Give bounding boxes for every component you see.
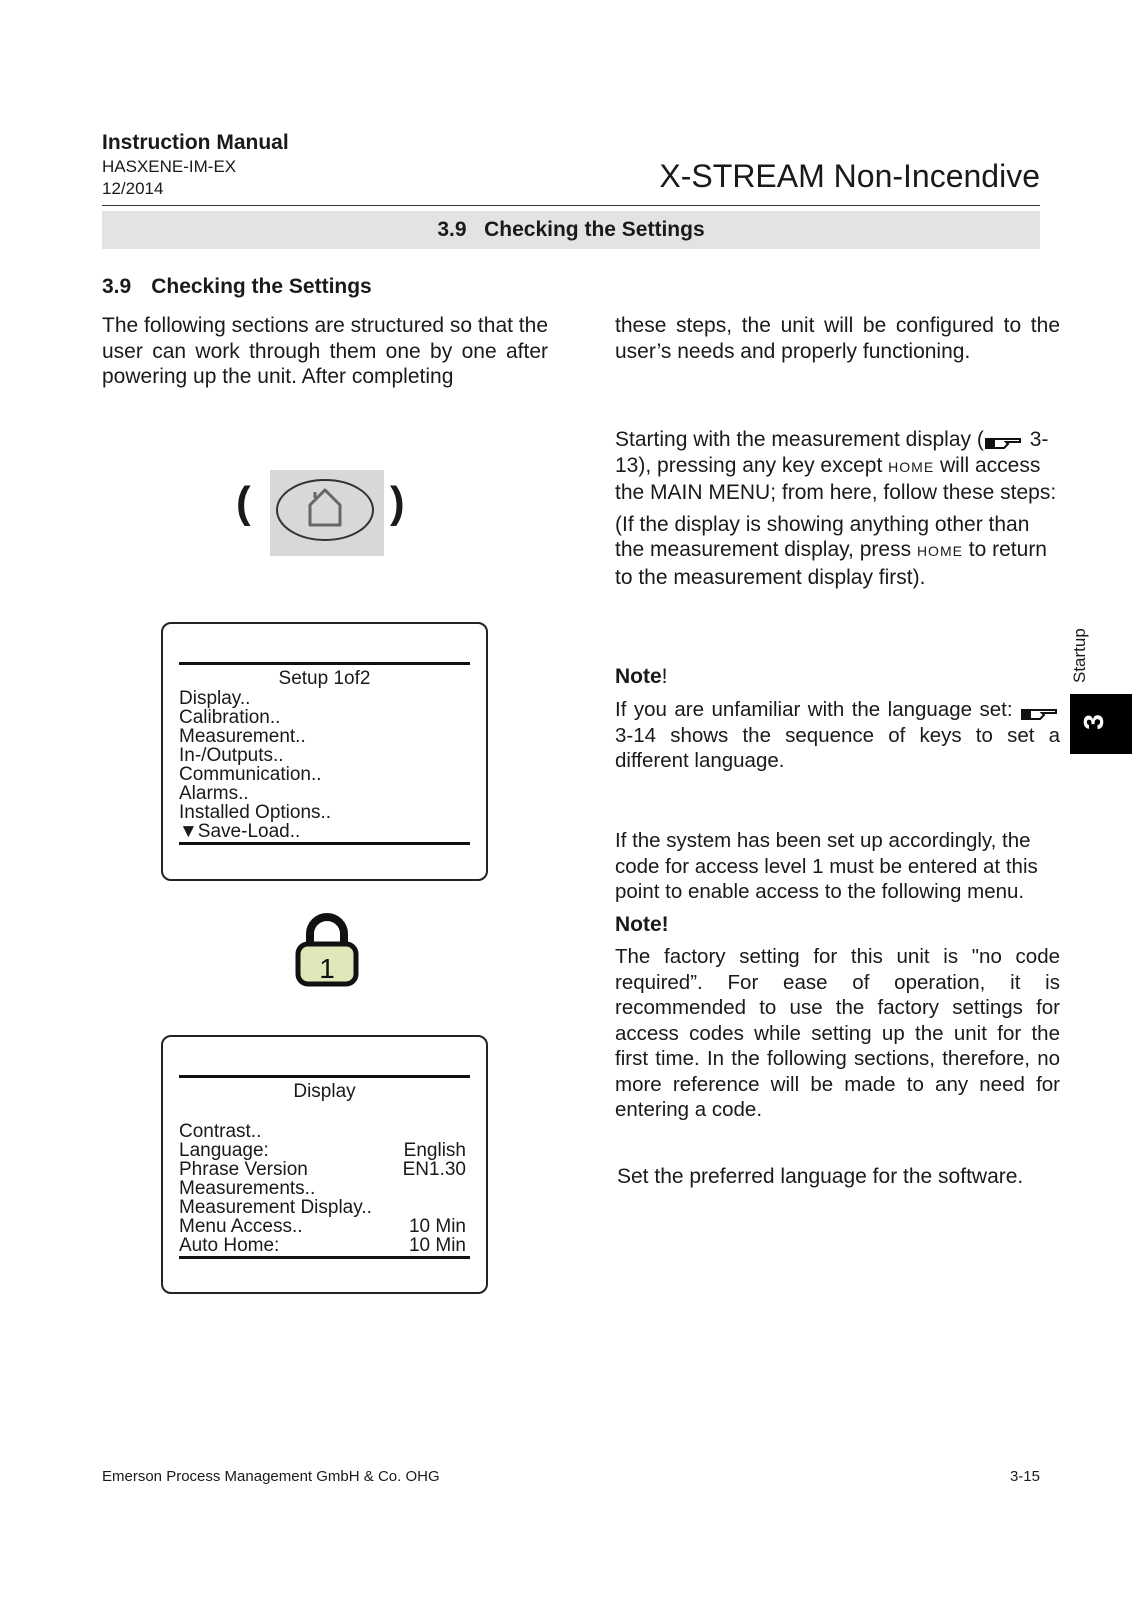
start-text-2: will access the MAIN MENU; from here, follow these steps: [615,453,1057,504]
lcd-top-rule [179,662,470,665]
chapter-number: 3 [1077,714,1109,730]
header-rule [102,205,1040,206]
lcd-setup-screen [161,622,488,881]
row-label: Measurements.. [179,1178,316,1199]
lcd-bottom-rule [179,1256,470,1259]
pointing-hand-icon [1020,703,1060,719]
left-paren: ( [236,478,251,527]
intro-right-text: these steps, the unit will be configured to the user’s needs and properly functioning. [615,314,1060,363]
lcd-menu-item: Calibration.. [179,707,281,728]
lcd-menu-item: In-/Outputs.. [179,745,284,766]
lcd-row [179,1141,470,1160]
document-id: HASXENE-IM-EX [102,157,237,176]
row-value: 10 Min [408,1235,466,1256]
row-label: Menu Access.. [179,1216,303,1237]
side-tab-label-text: Startup [1070,628,1089,683]
lcd-row [179,1198,470,1217]
row-label: Phrase Version [179,1159,308,1180]
section-banner [102,211,1040,249]
manual-title: Instruction Manual [102,131,289,154]
row-label: Measurement Display.. [179,1197,372,1218]
lcd-menu-item: ▼Save-Load.. [179,821,301,842]
note-heading [615,664,1060,690]
note1-text-1: If you are unfamiliar with the language set: [615,698,1013,721]
row-value: 10 Min [408,1216,466,1237]
set-language-text: Set the preferred language for the software. [617,1165,1024,1188]
lcd-display-screen [161,1035,488,1294]
start-line [615,427,1060,506]
side-tab-label [1070,625,1092,685]
access-code-text: If the system has been set up accordingly, the code for access level 1 must be entered at this point to enable access to the following menu. [615,829,1038,903]
lcd-display-title: Display [293,1081,356,1102]
document-date: 12/2014 [102,179,164,198]
note-bang: ! [661,665,668,688]
section-heading [102,275,372,299]
pointing-hand-icon [984,432,1024,448]
start-ref: 3-13), pressing any key except [615,428,1049,477]
home-icon [270,470,384,556]
lcd-menu-item: Alarms.. [179,783,249,804]
row-label: Language: [179,1140,269,1161]
row-label: Contrast.. [179,1121,262,1142]
intro-left-text: The following sections are structured so that the user can work through them one by one after powering up the unit. After completing [102,314,548,388]
banner-title: Checking the Settings [484,218,705,241]
lcd-menu-item: Installed Options.. [179,802,332,823]
paren-text-2: to return to the measurement display first). [615,538,1047,589]
page-number: 3-15 [1009,1468,1040,1485]
start-paragraph [615,427,1060,590]
note2-body: The factory setting for this unit is "no code required”. For ease of operation, it is recommended to use the factory settings for access codes while setting up the unit for the first time. In the following sections, therefore, no more reference will be made to any need for entering a code. [615,945,1060,1121]
footer-company: Emerson Process Management GmbH & Co. OHG [102,1468,440,1485]
row-value: English [403,1140,466,1161]
row-value: EN1.30 [402,1159,466,1180]
lcd-row [179,1179,470,1198]
note1-text-2: 3-14 shows the sequence of keys to set a different language. [615,723,1060,772]
lcd-row [179,1236,470,1255]
lcd-setup-title: Setup 1of2 [278,668,371,689]
right-paren: ) [390,478,405,527]
start-text-1: Starting with the measurement display ( [615,428,984,451]
chapter-tab [1070,694,1132,754]
lcd-menu-item: Measurement.. [179,726,306,747]
lcd-top-rule [179,1075,470,1078]
section-title: Checking the Settings [151,275,372,298]
lock-level: 1 [319,953,335,984]
note-word: Note [615,665,662,688]
banner-number: 3.9 [437,218,467,241]
lcd-bottom-rule [179,842,470,845]
lcd-row [179,1160,470,1179]
lcd-row [179,1122,470,1141]
home-button [270,470,384,556]
note2-heading: Note! [615,913,669,936]
lock-icon [292,912,362,988]
note1-body [615,697,1060,774]
section-number: 3.9 [102,275,132,298]
product-name: X-STREAM Non-Incendive [659,158,1040,194]
row-label: Auto Home: [179,1235,280,1256]
lcd-menu-item: Display.. [179,688,251,709]
lcd-menu-item: Communication.. [179,764,322,785]
home-keyword: HOME [916,543,963,559]
paren-text-1: (If the display is showing anything other than the measurement display, press [615,512,1030,561]
lcd-row [179,1217,470,1236]
home-keyword: HOME [888,458,935,475]
start-paren [615,512,1060,591]
